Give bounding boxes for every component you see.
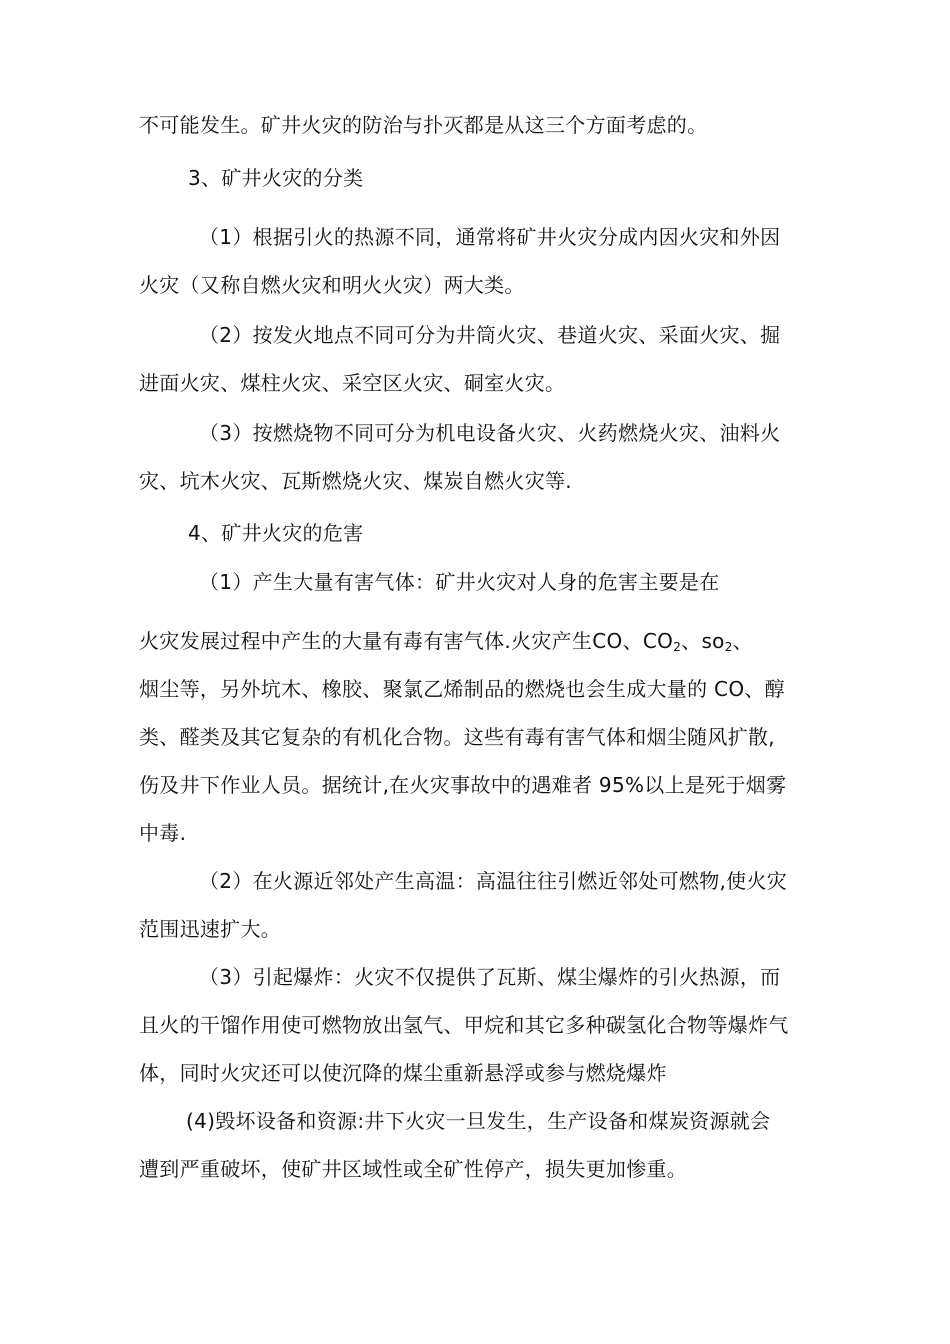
- paragraph-line: 火灾（又称自燃火灾和明火火灾）两大类。: [139, 273, 525, 297]
- gas-co: CO: [592, 629, 623, 653]
- paragraph-line: 烟尘等，另外坑木、橡胶、聚氯乙烯制品的燃烧也会生成大量的 CO、醇: [139, 677, 785, 701]
- paragraph-line: (4)毁坏设备和资源:井下火灾一旦发生，生产设备和煤炭资源就会: [186, 1109, 771, 1133]
- line-text: 火灾发展过程中产生的大量有毒有害气体.火灾产生: [139, 629, 593, 653]
- paragraph-line: 类、醛类及其它复杂的有机化合物。这些有毒有害气体和烟尘随风扩散,: [139, 725, 775, 749]
- section-heading: 3、矿井火灾的分类: [188, 166, 364, 190]
- paragraph-line: 进面火灾、煤柱火灾、采空区火灾、硐室火灾。: [139, 371, 566, 395]
- paragraph-line: （1）根据引火的热源不同，通常将矿井火灾分成内因火灾和外因: [199, 225, 781, 249]
- paragraph-line: 不可能发生。矿井火灾的防治与扑灭都是从这三个方面考虑的。: [139, 113, 708, 137]
- paragraph-line: （2）在火源近邻处产生高温：高温往往引燃近邻处可燃物,使火灾: [199, 869, 788, 893]
- paragraph-line: 灾、坑木火灾、瓦斯燃烧火灾、煤炭自燃火灾等.: [139, 469, 572, 493]
- separator: 、: [681, 629, 702, 653]
- paragraph-line: （3）引起爆炸：火灾不仅提供了瓦斯、煤尘爆炸的引火热源，而: [199, 965, 781, 989]
- subscript: 2: [673, 640, 682, 654]
- paragraph-line: 中毒.: [139, 821, 187, 845]
- paragraph-line: 伤及井下作业人员。据统计,在火灾事故中的遇难者 95%以上是死于烟雾: [139, 773, 787, 797]
- separator: 、: [622, 629, 643, 653]
- subscript: 2: [724, 640, 733, 654]
- paragraph-line: 体，同时火灾还可以使沉降的煤尘重新悬浮或参与燃烧爆炸: [139, 1061, 667, 1085]
- paragraph-line: 范围迅速扩大。: [139, 917, 282, 941]
- paragraph-line: [139, 627, 829, 655]
- gas-co2: CO: [642, 629, 674, 653]
- paragraph-line: （1）产生大量有害气体：矿井火灾对人身的危害主要是在: [199, 570, 720, 594]
- section-heading: 4、矿井火灾的危害: [188, 521, 364, 545]
- paragraph-line: 且火的干馏作用使可燃物放出氢气、甲烷和其它多种碳氢化合物等爆炸气: [139, 1013, 789, 1037]
- paragraph-line: （3）按燃烧物不同可分为机电设备火灾、火药燃烧火灾、油料火: [199, 421, 781, 445]
- paragraph-line: 遭到严重破坏，使矿井区域性或全矿性停产，损失更加惨重。: [139, 1157, 688, 1181]
- separator: 、: [732, 629, 753, 653]
- gas-so2: so: [701, 629, 725, 653]
- paragraph-line: （2）按发火地点不同可分为井筒火灾、巷道火灾、采面火灾、掘: [199, 323, 781, 347]
